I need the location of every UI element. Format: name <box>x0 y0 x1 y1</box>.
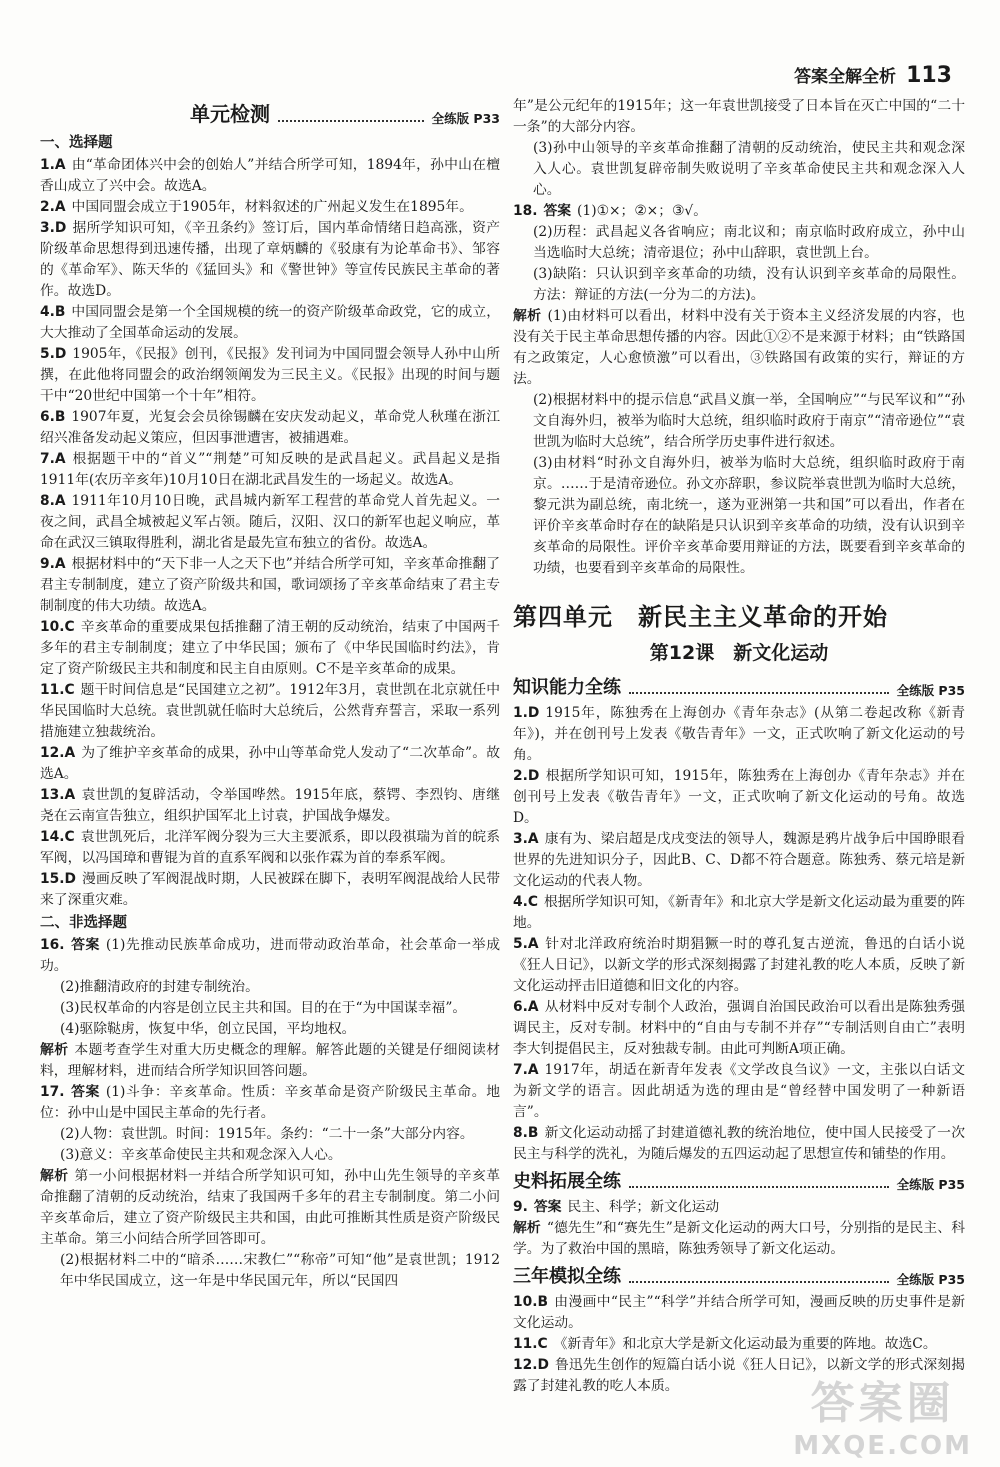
answer-text: 为了维护辛亥革命的成果，孙中山等革命党人发动了“二次革命”。故选A。 <box>40 745 500 782</box>
answer-item <box>513 766 965 829</box>
answer-text: 中国同盟会成立于1905年，材料叙述的广州起义发生在1895年。 <box>71 199 473 215</box>
analysis-label: 解析 <box>513 1220 541 1236</box>
answer-item <box>40 218 500 302</box>
header-title: 答案全解全析 <box>794 67 897 87</box>
analysis-label: 解析 <box>40 1042 69 1058</box>
section-title: 三年模拟全练 <box>513 1266 621 1287</box>
section-title: 单元检测 <box>190 102 270 126</box>
answer-text: (1)①×；②×；③√。 <box>577 203 707 219</box>
answer-item <box>513 1292 965 1334</box>
unit-title: 第四单元 新民主主义革命的开始 <box>513 603 888 631</box>
answer-number: 10.C <box>40 619 75 635</box>
answer-number: 6.A <box>513 999 539 1015</box>
answer-item <box>40 869 500 911</box>
answer-number: 16. <box>40 937 65 953</box>
answer-number: 8.B <box>513 1125 539 1141</box>
answer-item <box>513 934 965 997</box>
dotted-leader <box>629 1281 889 1283</box>
answer-number: 8.A <box>40 493 66 509</box>
answer-label: 答案 <box>70 1084 100 1100</box>
answer-number: 11.C <box>513 1336 548 1352</box>
answer-text: 1905年，《民报》创刊，《民报》发刊词为中国同盟会领导人孙中山所撰，在此他将同盟会的政治纲领阐发为三民主义。《民报》出现的时间与题干中“20世纪中国第一个十年”相符。 <box>40 346 500 404</box>
answer-item <box>40 935 500 977</box>
section-edition: 全练版 P35 <box>896 683 965 698</box>
answer-text: 根据材料中的“天下非一人之天下也”并结合所学可知，辛亥革命推翻了君主专制制度，建立了资产阶级共和国，歌词颂扬了辛亥革命结束了君主专制制度的伟大功绩。故选A。 <box>40 556 500 614</box>
section-header-three-year-mock <box>513 1262 965 1288</box>
answer-item <box>40 197 500 218</box>
answer-number: 9. <box>513 1199 528 1215</box>
answer-item <box>513 892 965 934</box>
analysis-text: (1)由材料可以看出，材料中没有关于资本主义经济发展的内容，也没有关于民主革命思想传播的内容。因此①②不是来源于材料；由“铁路国有之政策定，人心愈愤激”可以看出，③铁路国有政策的实行，辩证的方法。 <box>513 308 966 387</box>
answer-text: 针对北洋政府统治时期猖獗一时的尊孔复古逆流，鲁迅的白话小说《狂人日记》，以新文学的形式深刻揭露了封建礼教的吃人本质，反映了新文化运动抨击旧道德和旧文化的内容。 <box>513 936 965 994</box>
answer-number: 1.D <box>513 705 540 721</box>
section-header-unit-test <box>40 98 500 127</box>
answer-text: 《新青年》和北京大学是新文化运动最为重要的阵地。故选C。 <box>553 1336 937 1352</box>
answer-text: 题干时间信息是“民国建立之初”。1912年3月，袁世凯在北京就任中华民国临时大总统。袁世凯就任临时大总统后，公然背弃誓言，采取一系列措施建立独裁统治。 <box>40 682 500 740</box>
answer-item <box>513 201 965 222</box>
answer-item <box>40 1082 500 1124</box>
answer-item <box>40 827 500 869</box>
answer-text: 从材料中反对专制个人政治，强调自治国民政治可以看出是陈独秀强调民主，反对专制。材料中的“自由与专制不并存”“专制活则自由亡”表明李大钊提倡民主，反对独裁专制。由此可判断A项正确。 <box>513 999 965 1057</box>
answer-text: 1915年，陈独秀在上海创办《青年杂志》(从第二卷起改称《新青年》)，并在创刊号上发表《敬告青年》一文，正式吹响了新文化运动的号角。 <box>513 705 965 763</box>
answer-text: 康有为、梁启超是戊戌变法的领导人，魏源是鸦片战争后中国睁眼看世界的先进知识分子，因此B、C、D都不符合题意。陈独秀、蔡元培是新文化运动的代表人物。 <box>513 831 965 889</box>
section-edition: 全练版 P33 <box>431 111 500 126</box>
section-title: 史料拓展全练 <box>513 1171 621 1192</box>
answer-number: 10.B <box>513 1294 548 1310</box>
answer-item <box>513 1197 965 1218</box>
answer-part: (3)缺陷：只认识到辛亥革命的功绩，没有认识到辛亥革命的局限性。方法：辩证的方法(一分为二的方法)。 <box>533 266 965 303</box>
answer-item <box>513 703 965 766</box>
answer-text: 鲁迅先生创作的短篇白话小说《狂人日记》，以新文学的形式深刻揭露了封建礼教的吃人本质。 <box>513 1357 965 1394</box>
answer-label: 答案 <box>533 1199 562 1215</box>
section-edition: 全练版 P35 <box>896 1272 965 1287</box>
answer-number: 11.C <box>40 682 75 698</box>
dotted-leader <box>629 692 889 694</box>
answer-item <box>40 554 500 617</box>
answer-number: 2.A <box>40 199 66 215</box>
subsection-heading: 二、非选择题 <box>40 915 127 931</box>
answer-number: 1.A <box>40 157 66 173</box>
answer-number: 15.D <box>40 871 76 887</box>
analysis-text: 第一小问根据材料一并结合所学知识可知，孙中山先生领导的辛亥革命推翻了清朝的反动统治，结束了我国两千多年的君主专制制度。第二小问辛亥革命后，建立了资产阶级民主共和国，由此可推断其性质是资产阶级民主革命。第三小问结合所学回答即可。 <box>40 1168 501 1247</box>
answer-number: 3.D <box>40 220 67 236</box>
right-column <box>513 96 965 1397</box>
analysis-part: (3)由材料“时孙文自海外归，被举为临时大总统，组织临时政府于南京。……于是清帝逊位。孙文亦辞职，参议院举袁世凯为临时大总统，黎元洪为副总统，南北统一，遂为亚洲第一共和国”可以看出，作者在评价辛亥革命时存在的缺陷是只认识到辛亥革命的功绩，没有认识到辛亥革命的局限性。评价辛亥革命要用辩证的方法，既要看到辛亥革命的功绩，也要看到辛亥革命的局限性。 <box>533 455 965 576</box>
answer-number: 4.B <box>40 304 66 320</box>
watermark-logo-text: 答案圈 <box>810 1378 955 1429</box>
answer-label: 答案 <box>543 203 572 219</box>
answer-number: 3.A <box>513 831 539 847</box>
answer-number: 13.A <box>40 787 76 803</box>
answer-part: (2)人物：袁世凯。时间：1915年。条约：“二十一条”大部分内容。 <box>60 1126 474 1142</box>
answer-number: 14.C <box>40 829 75 845</box>
answer-item <box>513 1060 965 1123</box>
answer-item <box>513 829 965 892</box>
answer-text: 1911年10月10日晚，武昌城内新军工程营的革命党人首先起义。一夜之间，武昌全城被起义军占领。随后，汉阳、汉口的新军也起义响应，革命在武汉三镇取得胜利，湖北省是最先宣布独立的省份。故选A。 <box>40 493 500 551</box>
answer-text: 新文化运动动摇了封建道德礼教的统治地位，使中国人民接受了一次民主与科学的洗礼，为随后爆发的五四运动起了思想宣传和铺垫的作用。 <box>513 1125 965 1162</box>
answer-text: 袁世凯的复辟活动，令举国哗然。1915年底，蔡锷、李烈钧、唐继尧在云南宣告独立，组织护国军北上讨袁，护国战争爆发。 <box>40 787 500 824</box>
answer-text: 1907年夏，光复会会员徐锡麟在安庆发动起义，革命党人秋瑾在浙江绍兴准备发动起义策应，但因事泄遭害，被捕遇难。 <box>40 409 500 446</box>
answer-text: 据所学知识可知，《辛丑条约》签订后，国内革命情绪日趋高涨，资产阶级革命思想得到迅速传播，出现了章炳麟的《驳康有为论革命书》、邹容的《革命军》、陈天华的《猛回头》和《警世钟》等宣传民族民主革命的著作。故选D。 <box>40 220 500 299</box>
answer-part: (3)民权革命的内容是创立民主共和国。目的在于“为中国谋幸福”。 <box>60 1000 467 1016</box>
answer-item <box>40 449 500 491</box>
answer-text: 中国同盟会是第一个全国规模的统一的资产阶级革命政党，它的成立，大大推动了全国革命运动的发展。 <box>40 304 500 341</box>
analysis-part: (2)根据材料中的提示信息“武昌义旗一举，全国响应”“与民军议和”“孙文自海外归，被举为临时大总统，组织临时政府于南京”“清帝逊位”“袁世凯为临时大总统”，结合所学历史事件进行叙述。 <box>533 392 965 450</box>
answer-text: 民主、科学；新文化运动 <box>567 1199 720 1215</box>
answer-item <box>40 491 500 554</box>
continued-text: (3)孙中山领导的辛亥革命推翻了清朝的反动统治，使民主共和观念深入人心。袁世凯复辟帝制失败说明了辛亥革命使民主共和观念深入人心。 <box>533 140 965 198</box>
lesson-title: 第12课 新文化运动 <box>649 642 829 664</box>
answer-number: 18. <box>513 203 538 219</box>
answer-text: 根据题干中的“首义”“荆楚”可知反映的是武昌起义。武昌起义是指1911年(农历辛亥年)10月10日在湖北武昌发生的一场起义。故选A。 <box>40 451 500 488</box>
page-number: 113 <box>906 63 952 88</box>
subsection-heading: 一、选择题 <box>40 135 113 151</box>
answer-item <box>513 997 965 1060</box>
dotted-leader <box>629 1186 889 1188</box>
answer-number: 7.A <box>513 1062 539 1078</box>
analysis-item <box>513 306 965 390</box>
answer-item <box>40 680 500 743</box>
section-title: 知识能力全练 <box>513 677 621 698</box>
answer-number: 12.A <box>40 745 76 761</box>
answer-item <box>40 155 500 197</box>
answer-label: 答案 <box>70 937 100 953</box>
answer-number: 6.B <box>40 409 66 425</box>
answer-text: (1)斗争：辛亥革命。性质：辛亥革命是资产阶级民主革命。地位：孙中山是中国民主革命的先行者。 <box>40 1084 501 1121</box>
answer-text: 辛亥革命的重要成果包括推翻了清王朝的反动统治，结束了中国两千多年的君主专制制度；建立了中华民国；颁布了《中华民国临时约法》，肯定了资产阶级民主共和制度和民主自由原则。C不是辛亥革命的成果。 <box>40 619 500 677</box>
answer-item <box>40 407 500 449</box>
answer-text: (1)先推动民族革命成功，进而带动政治革命，社会革命一举成功。 <box>40 937 501 974</box>
analysis-item <box>40 1166 500 1250</box>
section-header-historical-sources <box>513 1167 965 1193</box>
answer-item <box>40 617 500 680</box>
answer-number: 9.A <box>40 556 66 572</box>
answer-text: 漫画反映了军阀混战时期，人民被踩在脚下，表明军阀混战给人民带来了深重灾难。 <box>40 871 500 908</box>
analysis-item <box>513 1218 965 1260</box>
section-edition: 全练版 P35 <box>896 1177 965 1192</box>
answer-item <box>40 344 500 407</box>
answer-part: (2)推翻清政府的封建专制统治。 <box>60 979 259 995</box>
answer-number: 5.A <box>513 936 539 952</box>
section-header-knowledge <box>513 673 965 699</box>
answer-number: 2.D <box>513 768 540 784</box>
analysis-part: (2)根据材料二中的“暗杀……宋教仁”“称帝”可知“他”是袁世凯；1912年中华民国成立，这一年是中华民国元年，所以“民国四 <box>60 1252 500 1289</box>
answer-number: 4.C <box>513 894 538 910</box>
dotted-leader <box>278 120 424 122</box>
answer-item <box>40 785 500 827</box>
answer-item <box>40 302 500 344</box>
page-header <box>794 62 952 88</box>
answer-text: 根据所学知识可知，1915年，陈独秀在上海创办《青年杂志》并在创刊号上发表《敬告青年》一文，正式吹响了新文化运动的号角。故选D。 <box>513 768 965 826</box>
answer-text: 由漫画中“民主”“科学”并结合所学可知，漫画反映的历史事件是新文化运动。 <box>513 1294 965 1331</box>
site-watermark <box>793 1367 972 1461</box>
analysis-label: 解析 <box>513 308 542 324</box>
answer-text: 1917年，胡适在新青年发表《文学改良刍议》一文，主张以白话文为新文学的语言。因此胡适为选的理由是“曾经替中国发明了一种新语言”。 <box>513 1062 965 1120</box>
answer-number: 7.A <box>40 451 66 467</box>
analysis-item <box>40 1040 500 1082</box>
answer-number: 17. <box>40 1084 65 1100</box>
answer-text: 袁世凯死后，北洋军阀分裂为三大主要派系，即以段祺瑞为首的皖系军阀，以冯国璋和曹锟为首的直系军阀和以张作霖为首的奉系军阀。 <box>40 829 500 866</box>
answer-item <box>513 1123 965 1165</box>
analysis-text: “德先生”和“赛先生”是新文化运动的两大口号，分别指的是民主、科学。为了救治中国的黑暗，陈独秀领导了新文化运动。 <box>513 1220 966 1257</box>
answer-number: 5.D <box>40 346 67 362</box>
answer-item <box>40 743 500 785</box>
left-column <box>40 96 500 1292</box>
answer-part: (3)意义：辛亥革命使民主共和观念深入人心。 <box>60 1147 342 1163</box>
analysis-label: 解析 <box>40 1168 69 1184</box>
answer-number: 12.D <box>513 1357 549 1373</box>
answer-part: (2)历程：武昌起义各省响应；南北议和；南京临时政府成立，孙中山当选临时大总统；清帝退位；孙中山辞职，袁世凯上台。 <box>533 224 965 261</box>
answer-item <box>513 1334 965 1355</box>
answer-text: 根据所学知识可知，《新青年》和北京大学是新文化运动最为重要的阵地。 <box>513 894 965 931</box>
analysis-text: 本题考查学生对重大历史概念的理解。解答此题的关键是仔细阅读材料，理解材料，进而结合所学知识回答问题。 <box>40 1042 501 1079</box>
continued-text: 年”是公元纪年的1915年；这一年袁世凯接受了日本旨在灭亡中国的“二十一条”的大部分内容。 <box>513 98 965 135</box>
watermark-url: MXQE.COM <box>793 1431 972 1461</box>
answer-text: 由“革命团体兴中会的创始人”并结合所学可知，1894年，孙中山在檀香山成立了兴中会。故选A。 <box>40 157 500 194</box>
answer-part: (4)驱除鞑虏，恢复中华，创立民国，平均地权。 <box>60 1021 356 1037</box>
